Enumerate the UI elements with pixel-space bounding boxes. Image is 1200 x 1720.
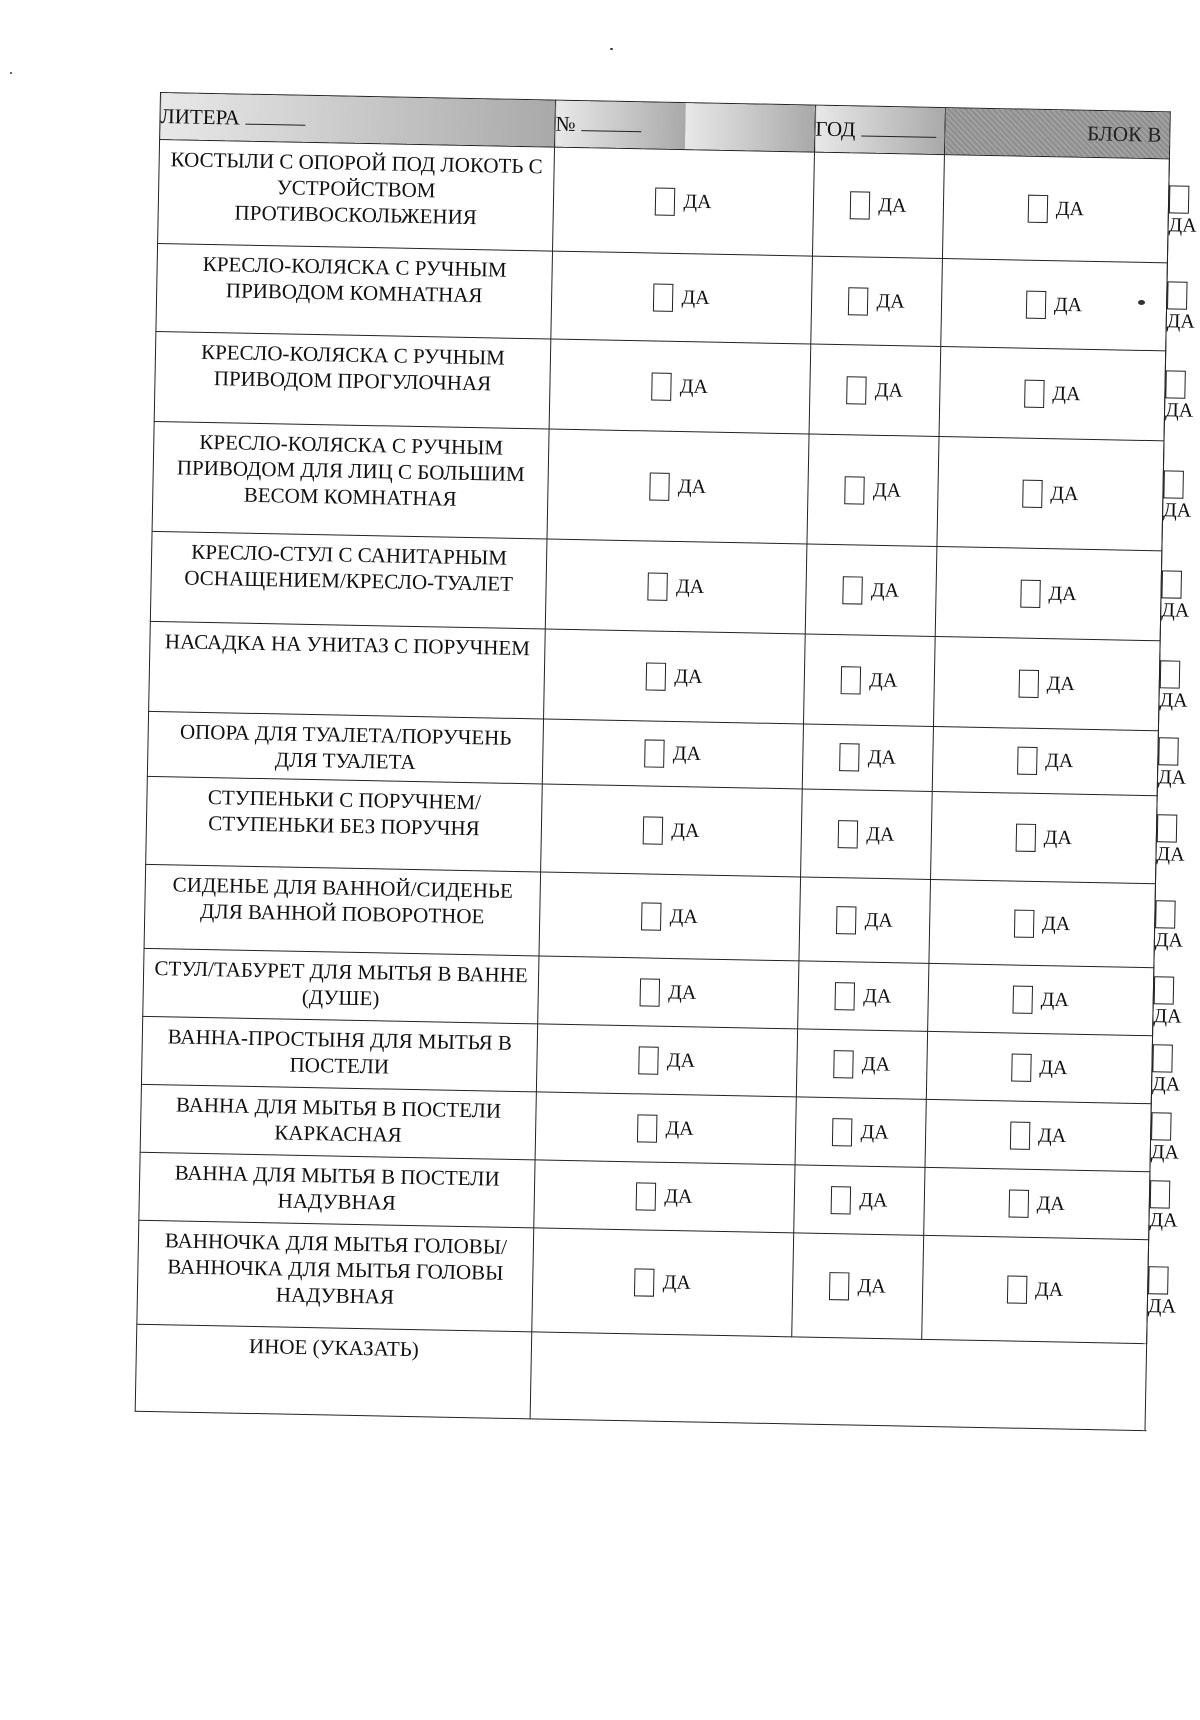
checkbox-cell[interactable] <box>929 879 1156 967</box>
checkbox-label: ДА <box>1050 482 1079 505</box>
checkbox-cell[interactable] <box>539 872 801 961</box>
checkbox[interactable] <box>652 372 673 400</box>
litera-blank[interactable] <box>246 109 306 125</box>
checkbox-cell[interactable] <box>939 347 1166 441</box>
checkbox-cell[interactable] <box>931 791 1158 883</box>
checkbox[interactable] <box>646 662 667 690</box>
checkbox[interactable] <box>848 287 869 315</box>
checkbox-cell[interactable] <box>544 629 806 724</box>
checkbox[interactable] <box>843 576 864 604</box>
litera-cell[interactable] <box>160 93 556 148</box>
checkbox[interactable] <box>1150 1180 1171 1208</box>
checkbox[interactable] <box>829 1272 850 1300</box>
checkbox-cell[interactable] <box>941 259 1168 351</box>
checkbox-cell[interactable] <box>538 956 799 1029</box>
checkbox-cell[interactable] <box>551 251 813 344</box>
checkbox-cell[interactable] <box>803 634 935 726</box>
checkbox[interactable] <box>1018 669 1039 697</box>
other-input-field[interactable] <box>530 1332 1147 1431</box>
checkbox[interactable] <box>840 743 861 771</box>
checkbox[interactable] <box>1154 976 1175 1004</box>
checkbox-label: ДА <box>671 818 700 842</box>
checkbox[interactable] <box>1148 1266 1169 1294</box>
device-row <box>158 140 1170 263</box>
checkbox[interactable] <box>1010 1121 1031 1149</box>
checkbox-label: ДА <box>859 1188 888 1212</box>
checkbox-label: ДА <box>1055 197 1085 220</box>
checkbox-label: ДА <box>1161 598 1190 622</box>
litera-label: ЛИТЕРА <box>160 103 240 130</box>
scan-speck <box>10 72 12 74</box>
checkbox-cell[interactable] <box>942 155 1169 263</box>
block-cell <box>944 108 1170 159</box>
checkbox-label: ДА <box>1053 293 1083 316</box>
checkbox-label: ДА <box>872 478 902 502</box>
checkbox-label: ДА <box>1156 842 1185 866</box>
year-label: ГОД <box>815 116 856 141</box>
checkbox-label: ДА <box>861 1052 891 1076</box>
checkbox-label: ДА <box>1046 672 1076 695</box>
checkbox-label: ДА <box>1043 826 1073 849</box>
checkbox-cell[interactable] <box>536 1024 797 1097</box>
checkbox[interactable] <box>653 283 674 311</box>
device-label: СТУПЕНЬКИ С ПОРУЧНЕМ/СТУПЕНЬКИ БЕЗ ПОРУЧНЯ <box>146 776 543 872</box>
checkbox-label: ДА <box>1037 1124 1067 1147</box>
checkbox[interactable] <box>637 1114 658 1142</box>
checkbox-label: ДА <box>675 575 705 598</box>
checkbox-cell[interactable] <box>928 963 1154 1035</box>
checkbox-label: ДА <box>668 980 697 1004</box>
checkbox-label: ДА <box>1045 749 1074 773</box>
checkbox-label: ДА <box>863 984 892 1008</box>
device-label: ОПОРА ДЛЯ ТУАЛЕТА/ПОРУЧЕНЬ ДЛЯ ТУАЛЕТА <box>147 711 543 784</box>
device-row <box>152 421 1164 550</box>
checkbox-label: ДА <box>1040 988 1070 1011</box>
device-label: КРЕСЛО-СТУЛ С САНИТАРНЫМ ОСНАЩЕНИЕМ/КРЕСЛО-ТУАЛЕТ <box>150 531 547 629</box>
checkbox-cell[interactable] <box>535 1092 796 1165</box>
checkbox[interactable] <box>832 1118 853 1146</box>
checkbox-cell[interactable] <box>542 719 803 789</box>
year-cell[interactable] <box>814 105 945 154</box>
other-row <box>135 1324 1146 1430</box>
checkbox-cell[interactable] <box>541 784 803 877</box>
checkbox-cell[interactable] <box>532 1228 794 1337</box>
checkbox[interactable] <box>1007 1275 1028 1303</box>
checkbox-label: ДА <box>1151 1072 1181 1096</box>
checkbox-label: ДА <box>1153 1004 1182 1028</box>
checkbox[interactable] <box>1020 579 1041 607</box>
checkbox-label: ДА <box>666 1048 696 1072</box>
checkbox-cell[interactable] <box>534 1160 795 1233</box>
scan-speck <box>610 48 613 50</box>
checkbox[interactable] <box>1012 985 1033 1013</box>
checkbox-cell[interactable] <box>925 1099 1151 1171</box>
checkbox-cell[interactable] <box>811 256 943 346</box>
device-label: ВАННА ДЛЯ МЫТЬЯ В ПОСТЕЛИ НАДУВНАЯ <box>139 1152 535 1228</box>
checkbox-label: ДА <box>864 908 893 932</box>
checkbox-cell[interactable] <box>553 147 815 256</box>
checkbox-label: ДА <box>672 742 702 766</box>
checkbox-label: ДА <box>1159 688 1188 712</box>
checkbox[interactable] <box>1155 900 1176 928</box>
checkbox-cell[interactable] <box>926 1031 1152 1103</box>
checkbox-label: ДА <box>1041 912 1071 935</box>
checkbox[interactable] <box>640 978 661 1006</box>
checkbox-label: ДА <box>874 378 904 402</box>
checkbox[interactable] <box>648 572 669 600</box>
block-label: БЛОК В <box>1086 121 1162 147</box>
checkbox[interactable] <box>836 906 857 934</box>
checkbox[interactable] <box>835 982 856 1010</box>
checkbox-cell[interactable] <box>802 724 933 791</box>
checkbox-label: ДА <box>878 193 907 217</box>
device-label: КРЕСЛО-КОЛЯСКА С РУЧНЫМ ПРИВОДОМ ДЛЯ ЛИЦ С БОЛЬШИМ ВЕСОМ КОМНАТНАЯ <box>152 421 549 539</box>
checkbox[interactable] <box>831 1186 852 1214</box>
year-blank[interactable] <box>861 121 936 137</box>
checkbox-label: ДА <box>1162 498 1192 522</box>
checkbox-label: ДА <box>1168 213 1197 237</box>
devices-table <box>135 92 1197 1431</box>
checkbox-label: ДА <box>860 1120 889 1144</box>
checkbox[interactable] <box>639 1046 660 1074</box>
device-label: КОСТЫЛИ С ОПОРОЙ ПОД ЛОКОТЬ С УСТРОЙСТВОМ ПРОТИВОСКОЛЬЖЕНИЯ <box>158 140 555 252</box>
checkbox-cell[interactable] <box>549 339 811 434</box>
checkbox[interactable] <box>1014 909 1035 937</box>
checkbox-cell[interactable] <box>794 1165 925 1235</box>
checkbox-label: ДА <box>662 1270 692 1294</box>
checkbox-label: ДА <box>1034 1278 1064 1301</box>
checkbox-cell[interactable] <box>933 636 1160 730</box>
checkbox-label: ДА <box>677 475 707 498</box>
checkbox[interactable] <box>1152 1044 1173 1072</box>
checkbox-cell[interactable] <box>932 726 1158 795</box>
checkbox-label: ДА <box>869 668 898 692</box>
device-label: НАСАДКА НА УНИТАЗ С ПОРУЧНЕМ <box>149 621 546 719</box>
checkbox[interactable] <box>1016 823 1037 851</box>
checkbox[interactable] <box>1028 194 1049 222</box>
checkbox-cell[interactable] <box>805 544 937 636</box>
checkbox[interactable] <box>1161 570 1182 598</box>
number-cell-ext <box>684 103 815 152</box>
checkbox-label: ДА <box>867 746 897 769</box>
checkbox[interactable] <box>643 816 664 844</box>
checkbox[interactable] <box>1026 290 1047 318</box>
number-blank[interactable] <box>581 116 641 132</box>
checkbox-label: ДА <box>870 578 900 602</box>
checkbox-label: ДА <box>1036 1192 1066 1215</box>
checkbox-label: ДА <box>866 822 895 846</box>
checkbox[interactable] <box>634 1268 655 1296</box>
checkbox[interactable] <box>841 666 862 694</box>
device-label: ВАННОЧКА ДЛЯ МЫТЬЯ ГОЛОВЫ/ВАННОЧКА ДЛЯ МЫТЬЯ ГОЛОВЫ НАДУВНАЯ <box>137 1220 534 1332</box>
checkbox-label: ДА <box>664 1184 693 1208</box>
checkbox[interactable] <box>1160 660 1181 688</box>
checkbox[interactable] <box>847 376 868 404</box>
checkbox-label: ДА <box>1048 582 1077 605</box>
checkbox-label: ДА <box>1149 1208 1178 1232</box>
checkbox[interactable] <box>1165 370 1186 398</box>
checkbox[interactable] <box>850 191 871 219</box>
checkbox-cell[interactable] <box>937 437 1164 551</box>
checkbox-label: ДА <box>683 190 712 213</box>
number-cell[interactable] <box>555 100 686 149</box>
checkbox[interactable] <box>1011 1053 1032 1081</box>
checkbox[interactable] <box>834 1050 855 1078</box>
device-label: ВАННА-ПРОСТЫНЯ ДЛЯ МЫТЬЯ В ПОСТЕЛИ <box>141 1016 537 1092</box>
checkbox-label: ДА <box>1039 1056 1068 1079</box>
checkbox[interactable] <box>1151 1112 1172 1140</box>
checkbox-cell[interactable] <box>801 789 933 879</box>
checkbox[interactable] <box>650 472 671 500</box>
checkbox[interactable] <box>845 476 866 504</box>
checkbox-label: ДА <box>1150 1140 1180 1164</box>
checkbox-cell[interactable] <box>547 429 809 544</box>
checkbox-label: ДА <box>665 1116 694 1140</box>
checkbox-cell[interactable] <box>796 1029 927 1099</box>
checkbox-cell[interactable] <box>924 1167 1150 1239</box>
checkbox[interactable] <box>636 1182 657 1210</box>
checkbox-label: ДА <box>1164 398 1194 422</box>
checkbox-label: ДА <box>1052 382 1081 405</box>
checkbox-label: ДА <box>1154 928 1184 952</box>
device-label: СИДЕНЬЕ ДЛЯ ВАННОЙ/СИДЕНЬЕ ДЛЯ ВАННОЙ ПОВОРОТНОЕ <box>144 864 541 956</box>
checkbox-cell[interactable] <box>935 546 1162 640</box>
device-label: ВАННА ДЛЯ МЫТЬЯ В ПОСТЕЛИ КАРКАСНАЯ <box>140 1084 536 1160</box>
checkbox[interactable] <box>838 820 859 848</box>
checkbox-label: ДА <box>681 286 710 309</box>
checkbox-cell[interactable] <box>795 1097 926 1167</box>
checkbox[interactable] <box>1022 479 1043 507</box>
number-label: № <box>555 111 576 136</box>
checkbox[interactable] <box>1158 737 1179 765</box>
checkbox-cell[interactable] <box>792 1233 924 1339</box>
device-label: КРЕСЛО-КОЛЯСКА С РУЧНЫМ ПРИВОДОМ ПРОГУЛОЧНАЯ <box>154 331 551 429</box>
checkbox-cell[interactable] <box>545 539 807 634</box>
device-label: КРЕСЛО-КОЛЯСКА С РУЧНЫМ ПРИВОДОМ КОМНАТНАЯ <box>156 243 553 339</box>
checkbox-cell[interactable] <box>799 877 931 963</box>
checkbox-label: ДА <box>1166 309 1196 333</box>
checkbox[interactable] <box>655 187 676 215</box>
checkbox-label: ДА <box>1147 1294 1177 1318</box>
checkbox-label: ДА <box>669 904 699 928</box>
checkbox[interactable] <box>1009 1189 1030 1217</box>
checkbox[interactable] <box>1167 281 1188 309</box>
other-label: ИНОЕ (УКАЗАТЬ) <box>135 1324 532 1419</box>
checkbox-label: ДА <box>674 664 703 688</box>
device-row <box>137 1220 1149 1343</box>
checkbox[interactable] <box>1024 379 1045 407</box>
checkbox-cell[interactable] <box>922 1235 1149 1343</box>
checkbox-cell[interactable] <box>809 344 941 436</box>
checkbox-cell[interactable] <box>807 434 939 546</box>
checkbox-cell[interactable] <box>812 152 944 258</box>
checkbox[interactable] <box>641 902 662 930</box>
device-label: СТУЛ/ТАБУРЕТ ДЛЯ МЫТЬЯ В ВАННЕ (ДУШЕ) <box>143 948 539 1024</box>
checkbox-cell[interactable] <box>798 961 929 1031</box>
checkbox-label: ДА <box>679 375 709 398</box>
checkbox[interactable] <box>1157 814 1178 842</box>
assistive-devices-form <box>135 92 1197 1431</box>
checkbox[interactable] <box>1169 185 1190 213</box>
checkbox[interactable] <box>1017 747 1038 775</box>
checkbox-label: ДА <box>1157 766 1187 789</box>
checkbox-label: ДА <box>857 1274 886 1298</box>
checkbox[interactable] <box>1163 470 1184 498</box>
checkbox-label: ДА <box>876 289 905 313</box>
checkbox[interactable] <box>645 739 666 767</box>
